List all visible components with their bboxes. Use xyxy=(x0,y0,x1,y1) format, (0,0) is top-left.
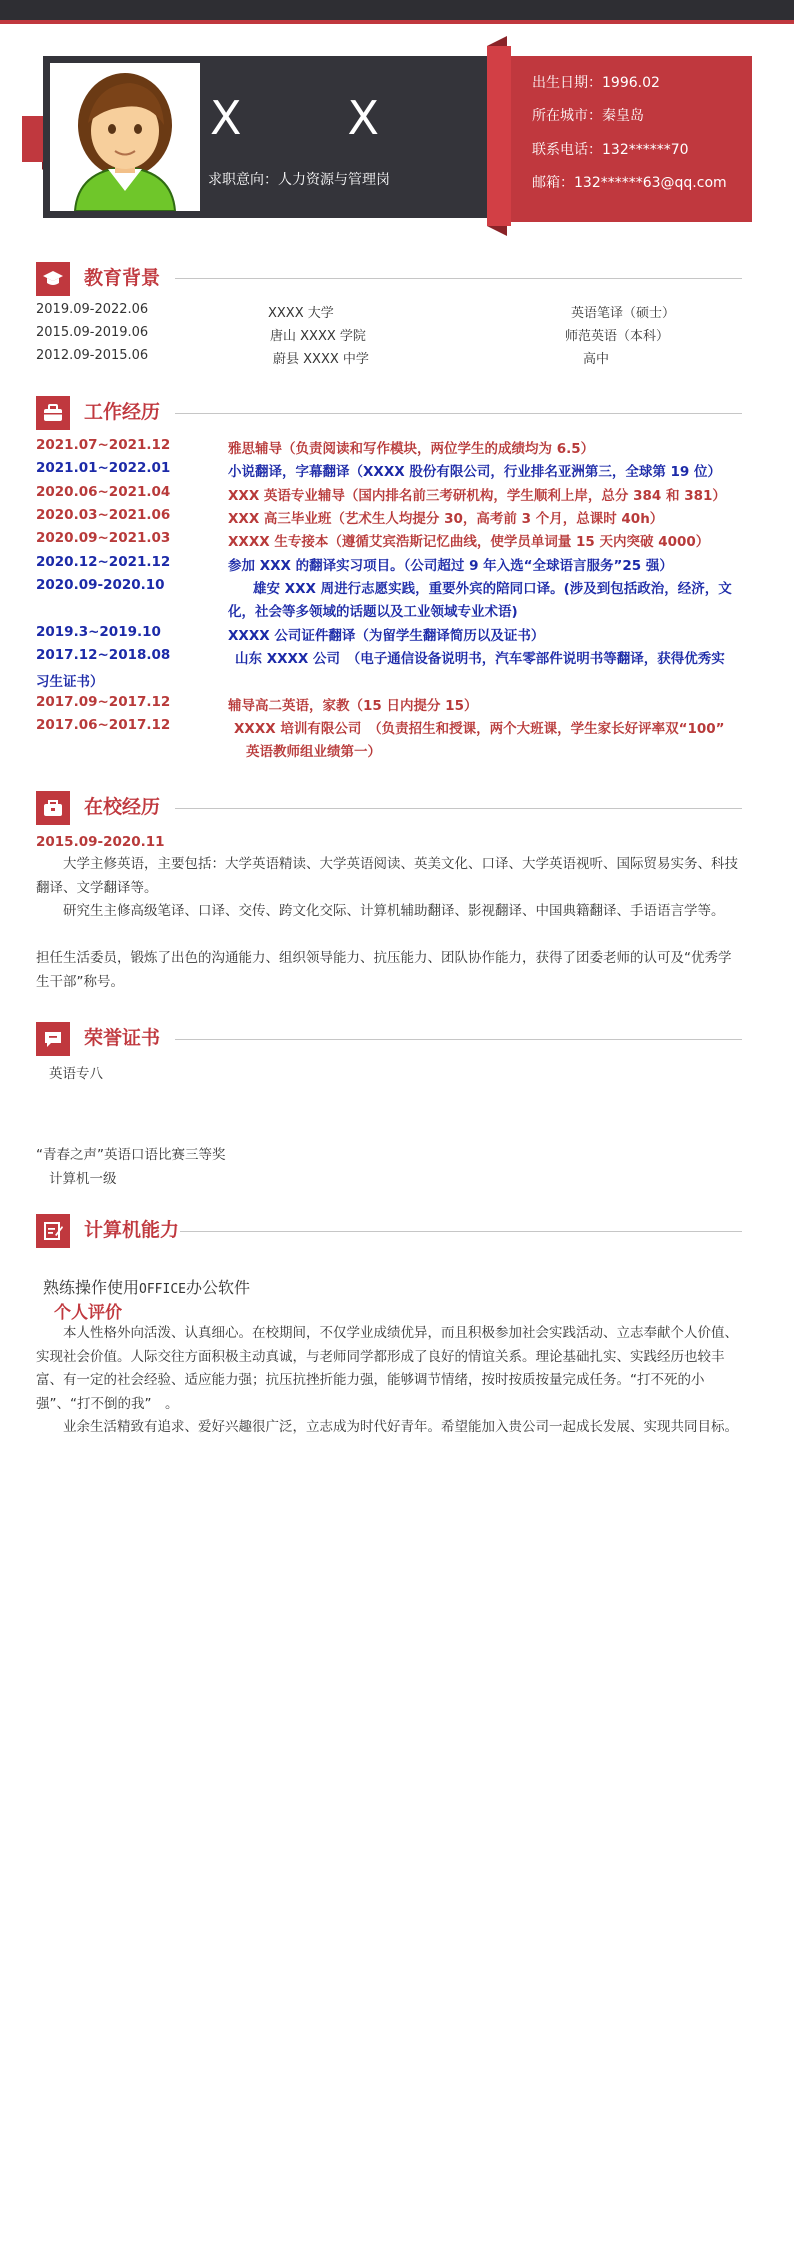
briefcase-icon xyxy=(41,401,65,425)
computer-skill-text-c: 办公软件 xyxy=(185,1278,250,1297)
work-date-6: 2020.12~2021.12 xyxy=(36,554,171,570)
work-desc-11-line-1: XXXX 培训有限公司 （负责招生和授课，两个大班课，学生家长好评率双“100” xyxy=(234,721,725,737)
computer-skill xyxy=(43,1275,250,1298)
birth-date: 出生日期：1996.02 xyxy=(532,75,660,91)
work-date-4: 2020.03~2021.06 xyxy=(36,507,171,523)
work-divider xyxy=(175,413,742,414)
top-accent-line xyxy=(0,20,794,24)
work-date-11: 2017.06~2017.12 xyxy=(36,717,171,733)
computer-skill-text-b: OFFICE xyxy=(139,1282,186,1297)
school-bag-icon xyxy=(41,796,65,820)
work-desc-6: 参加 XXX 的翻译实习项目。（公司超过 9 年入选“全球语言服务”25 强） xyxy=(228,558,673,574)
edit-document-icon xyxy=(41,1219,65,1243)
work-desc-9-line-1: 山东 XXXX 公司 （电子通信设备说明书，汽车零部件说明书等翻译，获得优秀实 xyxy=(235,651,725,667)
computer-title: 计算机能力 xyxy=(84,1219,180,1241)
work-desc-1: 雅思辅导（负责阅读和写作模块，两位学生的成绩均为 6.5） xyxy=(228,441,595,457)
edu-date-1: 2019.09-2022.06 xyxy=(36,302,149,317)
work-date-5: 2020.09~2021.03 xyxy=(36,530,171,546)
campus-title: 在校经历 xyxy=(84,796,161,818)
edu-major-2: 师范英语（本科） xyxy=(565,329,670,344)
edu-major-1: 英语笔译（硕士） xyxy=(571,306,676,321)
evaluation-paragraph-1: 本人性格外向活泼、认真细心。在校期间，不仅学业成绩优异，而且积极参加社会实践活动、立志奉献个人价值、实现社会价值。人际交往方面积极主动真诚，与老师同学都形成了良好的情谊关系。理论基础扎实、实践经历也较丰富、有一定的社会经验、适应能力强；抗压抗挫折能力强，能够调节情绪，按时按质按量完成任务。“打不死的小强”、“打不倒的我” 。 xyxy=(36,1325,738,1412)
phone: 联系电话：132******70 xyxy=(532,142,689,158)
work-date-7: 2020.09-2020.10 xyxy=(36,577,165,593)
job-intent: 求职意向：人力资源与管理岗 xyxy=(208,172,390,188)
work-date-9: 2017.12~2018.08 xyxy=(36,647,171,663)
evaluation-title: 个人评价 xyxy=(54,1303,122,1323)
edu-date-2: 2015.09-2019.06 xyxy=(36,325,149,340)
work-section-icon xyxy=(36,396,70,430)
edu-school-2: 唐山 XXXX 学院 xyxy=(270,329,366,344)
computer-skill-text-a: 熟练操作使用 xyxy=(43,1278,140,1297)
campus-divider xyxy=(175,808,742,809)
work-desc-7-line-2: 化，社会等多领域的话题以及工业领域专业术语) xyxy=(228,604,518,620)
candidate-name: X X xyxy=(210,91,410,145)
work-date-1: 2021.07~2021.12 xyxy=(36,437,171,453)
work-desc-3: XXX 英语专业辅导（国内排名前三考研机构，学生顺利上岸，总分 384 和 381） xyxy=(228,488,726,504)
city: 所在城市：秦皇岛 xyxy=(532,108,644,124)
honors-title: 荣誉证书 xyxy=(84,1027,161,1049)
work-date-3: 2020.06~2021.04 xyxy=(36,484,171,500)
avatar xyxy=(50,63,200,211)
edu-date-3: 2012.09-2015.06 xyxy=(36,348,149,363)
top-bar xyxy=(0,0,794,20)
edu-major-3: 高中 xyxy=(583,352,610,367)
work-date-10: 2017.09~2017.12 xyxy=(36,694,171,710)
work-desc-4: XXX 高三毕业班（艺术生人均提分 30，高考前 3 个月，总课时 40h） xyxy=(228,511,664,527)
campus-date: 2015.09-2020.11 xyxy=(36,834,165,850)
edu-school-3: 蔚县 XXXX 中学 xyxy=(273,352,369,367)
work-title: 工作经历 xyxy=(84,401,161,423)
work-date-2: 2021.01~2022.01 xyxy=(36,460,171,476)
education-divider xyxy=(175,278,742,279)
honors-section-icon xyxy=(36,1022,70,1056)
honors-divider xyxy=(175,1039,742,1040)
work-desc-8: XXXX 公司证件翻译（为留学生翻译简历以及证书） xyxy=(228,628,545,644)
work-desc-9-line-2: 习生证书） xyxy=(36,674,104,690)
work-desc-10: 辅导高二英语，家教（15 日内提分 15） xyxy=(228,698,478,714)
evaluation-paragraph-2: 业余生活精致有追求、爱好兴趣很广泛，立志成为时代好青年。希望能加入贵公司一起成长发展、实现共同目标。 xyxy=(36,1419,738,1435)
campus-paragraph-2: 研究生主修高级笔译、口译、交传、跨文化交际、计算机辅助翻译、影视翻译、中国典籍翻译、手语语言学等。 xyxy=(36,903,725,919)
work-desc-11-line-2: 英语教师组业绩第一） xyxy=(246,744,381,760)
graduation-cap-icon xyxy=(41,267,65,291)
work-desc-2: 小说翻译，字幕翻译（XXXX 股份有限公司，行业排名亚洲第三，全球第 19 位） xyxy=(228,464,722,480)
honor-item-1: 英语专八 xyxy=(49,1066,103,1082)
computer-divider xyxy=(180,1231,742,1232)
computer-section-icon xyxy=(36,1214,70,1248)
campus-paragraph-3: 担任生活委员，锻炼了出色的沟通能力、组织领导能力、抗压能力、团队协作能力，获得了团委老师的认可及“优秀学生干部”称号。 xyxy=(36,950,732,990)
work-desc-7-line-1: 雄安 XXX 周进行志愿实践，重要外宾的陪同口译。(涉及到包括政治，经济，文 xyxy=(253,581,732,597)
honor-item-3: 计算机一级 xyxy=(49,1171,117,1187)
header-red-fold xyxy=(487,46,511,226)
avatar-icon xyxy=(50,63,200,211)
chat-bubble-icon xyxy=(41,1027,65,1051)
education-title: 教育背景 xyxy=(84,267,161,289)
honor-item-2: “青春之声”英语口语比赛三等奖 xyxy=(36,1147,226,1163)
work-desc-5: XXXX 生专接本（遵循艾宾浩斯记忆曲线，使学员单词量 15 天内突破 4000） xyxy=(228,534,710,550)
education-section-icon xyxy=(36,262,70,296)
work-date-8: 2019.3~2019.10 xyxy=(36,624,161,640)
campus-paragraph-1: 大学主修英语，主要包括：大学英语精读、大学英语阅读、英美文化、口译、大学英语视听、国际贸易实务、科技翻译、文学翻译等。 xyxy=(36,856,738,896)
edu-school-1: XXXX 大学 xyxy=(268,306,334,321)
email: 邮箱：132******63@qq.com xyxy=(532,175,727,191)
campus-section-icon xyxy=(36,791,70,825)
